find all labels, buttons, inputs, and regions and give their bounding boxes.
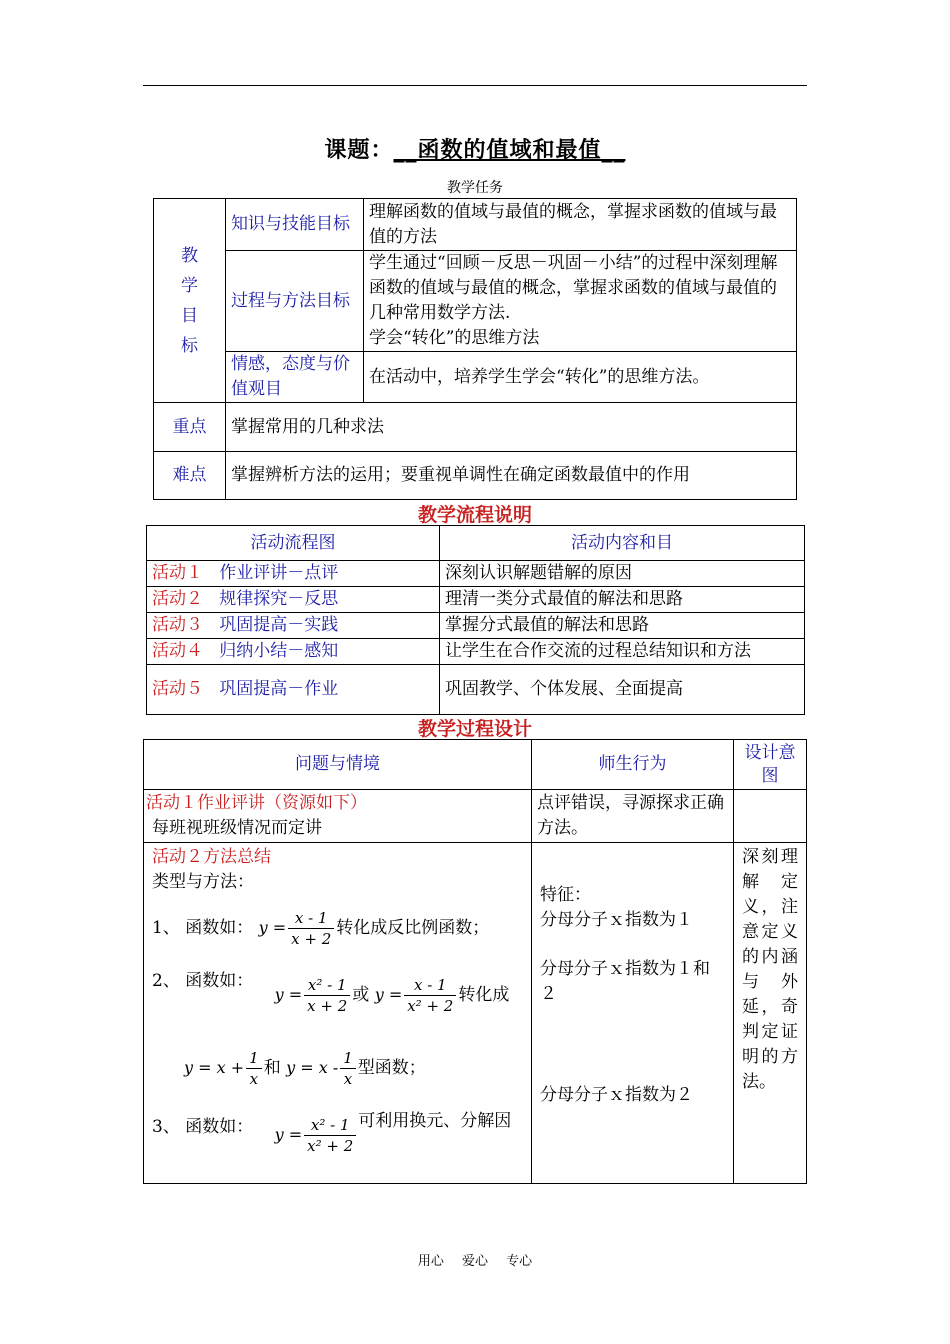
- method-item-prefix: 3、 函数如：: [152, 1117, 254, 1137]
- method-item-prefix: 1、 函数如：: [152, 918, 254, 938]
- method-item-2: [152, 969, 509, 1016]
- goal-label-emotion: 情感，态度与价值观目: [226, 352, 364, 403]
- flow-heading: 教学流程说明: [417, 504, 532, 526]
- method-item-or: 或: [352, 985, 370, 1005]
- flow-row-content: 深刻认识解题错解的原因: [440, 561, 805, 587]
- activity-name: 归纳小结－感知: [219, 641, 339, 661]
- activity-number: 活动５: [152, 679, 203, 699]
- goal-content-emotion: 在活动中，培养学生学会“转化”的思维方法。: [364, 352, 797, 403]
- goal-content-process-text: 学生通过“回顾－反思－巩固－小结”的过程中深刻理解函数的值域与最值的概念，掌握求函数的值域与最值的几种常用数学方法.: [369, 253, 778, 323]
- activity-name: 巩固提高－作业: [219, 679, 339, 699]
- key-point-label: 重点: [154, 403, 226, 452]
- difficulty-content: 掌握辨析方法的运用；要重视单调性在确定函数最值中的作用: [226, 452, 797, 500]
- fraction-formula: $\frac{\text{x² - 1}}{\text{x² + 2}}$: [304, 1115, 356, 1156]
- fraction-formula: $\frac{1}{x}$: [340, 1048, 356, 1089]
- design-row2-situation: [144, 843, 532, 1184]
- method-item-suffix: 可利用换元、分解因: [358, 1111, 512, 1131]
- method-item-and: 和: [263, 1058, 281, 1078]
- formula-eq: y = x -: [286, 1058, 339, 1077]
- flow-row-content: 掌握分式最值的解法和思路: [440, 613, 805, 639]
- method-item-1: [152, 908, 489, 949]
- design-row2-intent: [734, 843, 807, 1184]
- goals-header-char: 目: [181, 305, 198, 326]
- formula-eq: y =: [274, 1125, 303, 1144]
- design-col-header-1: 问题与情境: [144, 740, 532, 790]
- flow-row-activity: [147, 561, 440, 587]
- fraction-formula: $\frac{x - 1}{x + 2}$: [288, 908, 334, 949]
- formula-eq: y = x +: [184, 1058, 245, 1077]
- key-point-content: 掌握常用的几种求法: [226, 403, 797, 452]
- design-row2-action: [532, 843, 734, 1184]
- flow-row-activity: [147, 613, 440, 639]
- flow-table: [146, 525, 805, 715]
- page-title: [0, 133, 950, 164]
- feature-2: 分母分子ｘ指数为１和２: [540, 959, 710, 1004]
- activity-name: 作业评讲－点评: [219, 563, 339, 583]
- fraction-formula: $\frac{x - 1}{\text{x² + 2}}$: [404, 975, 456, 1016]
- method-item-3: [152, 1111, 512, 1156]
- activity2-subtitle: 类型与方法：: [152, 872, 254, 892]
- fraction-formula: $\frac{\text{x² - 1}}{x + 2}$: [304, 975, 350, 1016]
- activity-name: 规律探究－反思: [219, 589, 339, 609]
- flow-row-activity: [147, 587, 440, 613]
- goals-header-char: 教: [181, 245, 198, 266]
- activity-number: 活动１: [152, 563, 203, 583]
- method-item-suffix: 转化成: [458, 985, 510, 1005]
- goal-label-knowledge: 知识与技能目标: [226, 199, 364, 251]
- activity2-title: 活动２方法总结: [152, 847, 271, 867]
- design-col-header-3: 设计意图: [734, 740, 807, 790]
- design-table: [143, 739, 807, 1184]
- title-topic: __函数的值域和最值__: [393, 138, 626, 163]
- page-footer: 用心 爱心 专心: [417, 1254, 533, 1269]
- flow-row-content: 让学生在合作交流的过程总结知识和方法: [440, 639, 805, 665]
- goal-content-process-text2: 学会“转化”的思维方法: [369, 328, 540, 348]
- task-caption: 教学任务: [447, 180, 503, 196]
- activity-number: 活动４: [152, 641, 203, 661]
- feature-1: 分母分子ｘ指数为１: [540, 910, 693, 930]
- design-row1-situation: [144, 790, 532, 843]
- flow-row-activity: [147, 665, 440, 715]
- formula-eq: y =: [258, 918, 287, 937]
- flow-row-content: 巩固教学、个体发展、全面提高: [440, 665, 805, 715]
- activity-name: 巩固提高－实践: [219, 615, 339, 635]
- formula-eq: y =: [374, 985, 403, 1004]
- formula-eq: y =: [274, 985, 303, 1004]
- goals-header-char: 标: [181, 335, 198, 356]
- activity1-intent: [734, 790, 807, 843]
- activity1-title: 活动１作业评讲（资源如下）: [146, 793, 367, 813]
- activity-number: 活动３: [152, 615, 203, 635]
- flow-col-header-2: 活动内容和目: [440, 526, 805, 561]
- method-item-2b: [184, 1048, 426, 1089]
- goals-header-char: 学: [181, 275, 198, 296]
- title-prefix: 课题：: [324, 138, 394, 163]
- activity-number: 活动２: [152, 589, 203, 609]
- flow-row-activity: [147, 639, 440, 665]
- design-col-header-2: 师生行为: [532, 740, 734, 790]
- difficulty-label: 难点: [154, 452, 226, 500]
- features-label: 特征：: [540, 885, 591, 905]
- method-item-suffix: 转化成反比例函数；: [336, 918, 490, 938]
- design-heading: 教学过程设计: [417, 718, 532, 740]
- flow-row-content: 理清一类分式最值的解法和思路: [440, 587, 805, 613]
- goal-label-process: 过程与方法目标: [226, 251, 364, 352]
- intent-text: 深刻理解定义，注意定义的内涵与外延，奇判定证明的方法。: [742, 847, 798, 1092]
- flow-col-header-1: 活动流程图: [147, 526, 440, 561]
- goal-content-knowledge: 理解函数的值域与最值的概念，掌握求函数的值域与最值的方法: [364, 199, 797, 251]
- goals-table: [153, 198, 797, 500]
- header-rule: [143, 85, 807, 86]
- method-item-suffix: 型函数；: [357, 1058, 426, 1078]
- goals-row-header: [154, 199, 226, 403]
- goal-content-process: [364, 251, 797, 352]
- activity1-action: 点评错误，寻源探求正确方法。: [532, 790, 734, 843]
- activity1-text: 每班视班级情况而定讲: [152, 818, 322, 838]
- feature-3: 分母分子ｘ指数为２: [540, 1085, 693, 1105]
- method-item-prefix: 2、 函数如：: [152, 971, 254, 991]
- fraction-formula: $\frac{1}{x}$: [246, 1048, 262, 1089]
